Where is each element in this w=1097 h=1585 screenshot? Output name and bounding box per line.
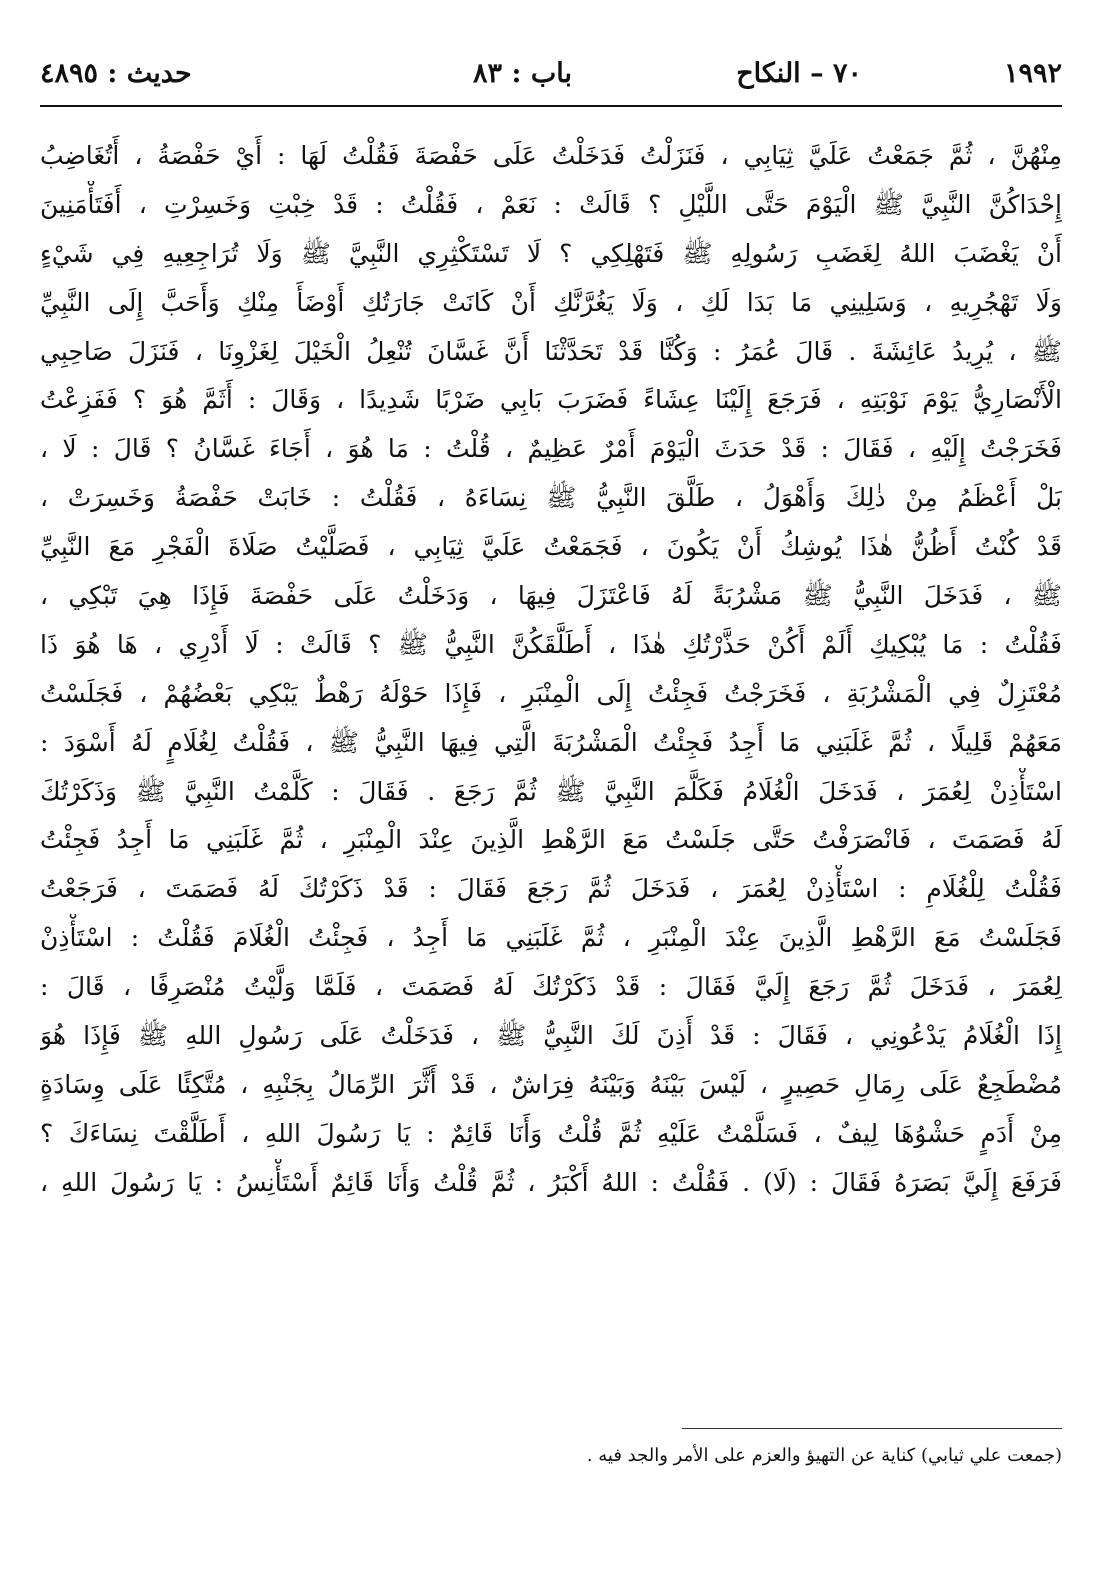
chapter-number: باب : ٨٣ [473,58,572,89]
text-line: إِحْدَاكُنَّ النَّبِيَّ ﷺ الْيَوْمَ حَتَّى اللَّيْلِ ؟ قَالَتْ : نَعَمْ ، فَقُلْتُ : قَدْ خِبْتِ وَخَسِرْتِ ، أَفَتَأْمَنِينَ [40,189,1062,219]
text-line: ﷺ ، يُرِيدُ عَائِشَةَ . قَالَ عُمَرُ : وَكُنَّا قَدْ تَحَدَّثْنَا أَنَّ غَسَّانَ تُنْعِلُ الْخَيْلَ لِغَزْوِنَا ، فَنَزَلَ صَاحِبِي [40,336,1062,366]
text-line: لِعُمَرَ ، فَدَخَلَ ثُمَّ رَجَعَ إِلَيَّ فَقَالَ : قَدْ ذَكَرْتُكَ لَهُ فَصَمَتَ ، فَلَمَّا وَلَّيْتُ مُنْصَرِفًا ، قَالَ : [40,972,1062,1002]
hadith-number: حديث : ٤٨٩٥ [40,58,192,89]
text-line: فَقُلْتُ لِلْغُلَامِ : اسْتَأْذِنْ لِعُمَرَ ، فَدَخَلَ ثُمَّ رَجَعَ فَقَالَ : قَدْ ذَكَرْتُكَ لَهُ فَصَمَتَ ، فَرَجَعْتُ [40,874,1062,904]
text-line: قَدْ كُنْتُ أَظُنُّ هٰذَا يُوشِكُ أَنْ يَكُونَ ، فَجَمَعْتُ عَلَيَّ ثِيَابِي ، فَصَلَّيْتُ صَلَاةَ الْفَجْرِ مَعَ النَّبِيِّ [40,532,1062,562]
text-line: لَهُ فَصَمَتَ ، فَانْصَرَفْتُ حَتَّى جَلَسْتُ مَعَ الرَّهْطِ الَّذِينَ عِنْدَ الْمِنْبَرِ ، ثُمَّ غَلَبَنِي مَا أَجِدُ فَجِئْتُ [40,825,1062,855]
text-line: مِنْ أَدَمٍ حَشْوُهَا لِيفٌ ، فَسَلَّمْتُ عَلَيْهِ ثُمَّ قُلْتُ وَأَنَا قَائِمٌ : يَا رَسُولَ اللهِ ، أَطَلَّقْتَ نِسَاءَكَ ؟ [40,1118,1062,1148]
text-line: فَرَفَعَ إِلَيَّ بَصَرَهُ فَقَالَ : (لَا) . فَقُلْتُ : اللهُ أَكْبَرُ ، ثُمَّ قُلْتُ وَأَنَا قَائِمٌ أَسْتَأْنِسُ : يَا رَسُولَ اللهِ ، [40,1167,1062,1197]
text-line: فَجَلَسْتُ مَعَ الرَّهْطِ الَّذِينَ عِنْدَ الْمِنْبَرِ ، ثُمَّ غَلَبَنِي مَا أَجِدُ ، فَجِئْتُ الْغُلَامَ فَقُلْتُ : اسْتَأْذِنْ [40,923,1062,953]
text-line: مُعْتَزِلٌ فِي الْمَشْرُبَةِ ، فَخَرَجْتُ فَجِئْتُ إِلَى الْمِنْبَرِ ، فَإِذَا حَوْلَهُ رَهْطٌ يَبْكِي بَعْضُهُمْ ، فَجَلَسْتُ [40,678,1062,708]
text-line: اسْتَأْذِنْ لِعُمَرَ ، فَدَخَلَ الْغُلَامُ فَكَلَّمَ النَّبِيَّ ﷺ ثُمَّ رَجَعَ . فَقَالَ : كَلَّمْتُ النَّبِيَّ ﷺ وَذَكَرْتُكَ [40,776,1062,806]
text-line: مُضْطَجِعٌ عَلَى رِمَالِ حَصِيرٍ ، لَيْسَ بَيْنَهُ وَبَيْنَهُ فِرَاشٌ ، قَدْ أَثَّرَ الرِّمَالُ بِجَنْبِهِ ، مُتَّكِئًا عَلَى وِسَادَةٍ [40,1069,1062,1099]
header-rule [40,105,1062,107]
text-line: ﷺ ، فَدَخَلَ النَّبِيُّ ﷺ مَشْرُبَةً لَهُ فَاعْتَزَلَ فِيهَا ، وَدَخَلْتُ عَلَى حَفْصَةَ فَإِذَا هِيَ تَبْكِي ، [40,581,1062,611]
text-line: مَعَهُمْ قَلِيلًا ، ثُمَّ غَلَبَنِي مَا أَجِدُ فَجِئْتُ الْمَشْرُبَةَ الَّتِي فِيهَا النَّبِيُّ ﷺ ، فَقُلْتُ لِغُلَامٍ لَهُ أَسْوَدَ : [40,727,1062,757]
page-number: ١٩٩٢ [1003,58,1062,89]
text-line: أَنْ يَغْضَبَ اللهُ لِغَضَبِ رَسُولِهِ ﷺ فَتَهْلِكِي ؟ لَا تَسْتَكْثِرِي النَّبِيَّ ﷺ وَلَا تُرَاجِعِيهِ فِي شَيْءٍ [40,238,1062,268]
hadith-body [40,132,1062,1208]
text-line: الْأَنْصَارِيُّ يَوْمَ نَوْبَتِهِ ، فَرَجَعَ إِلَيْنَا عِشَاءً فَضَرَبَ بَابِي ضَرْبًا شَدِيدًا ، وَقَالَ : أَثَمَّ هُوَ ؟ فَفَزِعْتُ [40,385,1062,415]
text-line: فَخَرَجْتُ إِلَيْهِ ، فَقَالَ : قَدْ حَدَثَ الْيَوْمَ أَمْرٌ عَظِيمٌ ، قُلْتُ : مَا هُوَ ، أَجَاءَ غَسَّانُ ؟ قَالَ : لَا ، [40,434,1062,464]
footnote: (جمعت علي ثيابي) كناية عن التهيؤ والعزم على الأمر والجد فيه . [586,1445,1062,1466]
text-line: فَقُلْتُ : مَا يُبْكِيكِ أَلَمْ أَكُنْ حَذَّرْتُكِ هٰذَا ، أَطَلَّقَكُنَّ النَّبِيُّ ﷺ ؟ قَالَتْ : لَا أَدْرِي ، هَا هُوَ ذَا [40,629,1062,659]
text-line: بَلْ أَعْظَمُ مِنْ ذٰلِكَ وَأَهْوَلُ ، طَلَّقَ النَّبِيُّ ﷺ نِسَاءَهُ ، فَقُلْتُ : خَابَتْ حَفْصَةُ وَخَسِرَتْ ، [40,483,1062,513]
footnote-rule [682,1428,1062,1429]
text-line: إِذَا الْغُلَامُ يَدْعُونِي ، فَقَالَ : قَدْ أَذِنَ لَكَ النَّبِيُّ ﷺ ، فَدَخَلْتُ عَلَى رَسُولِ اللهِ ﷺ فَإِذَا هُوَ [40,1021,1062,1051]
book-title: ٧٠ – النكاح [736,58,862,89]
text-line: مِنْهُنَّ ، ثُمَّ جَمَعْتُ عَلَيَّ ثِيَابِي ، فَنَزَلْتُ فَدَخَلْتُ عَلَى حَفْصَةَ فَقُلْتُ لَهَا : أَيْ حَفْصَةُ ، أَتُغَاضِبُ [40,141,1062,170]
page-header [40,58,1062,98]
text-line: وَلَا تَهْجُرِيهِ ، وَسَلِينِي مَا بَدَا لَكِ ، وَلَا يَغُرَّنَّكِ أَنْ كَانَتْ جَارَتُكِ أَوْضَأَ مِنْكِ وَأَحَبَّ إِلَى النَّبِيِّ [40,287,1062,317]
